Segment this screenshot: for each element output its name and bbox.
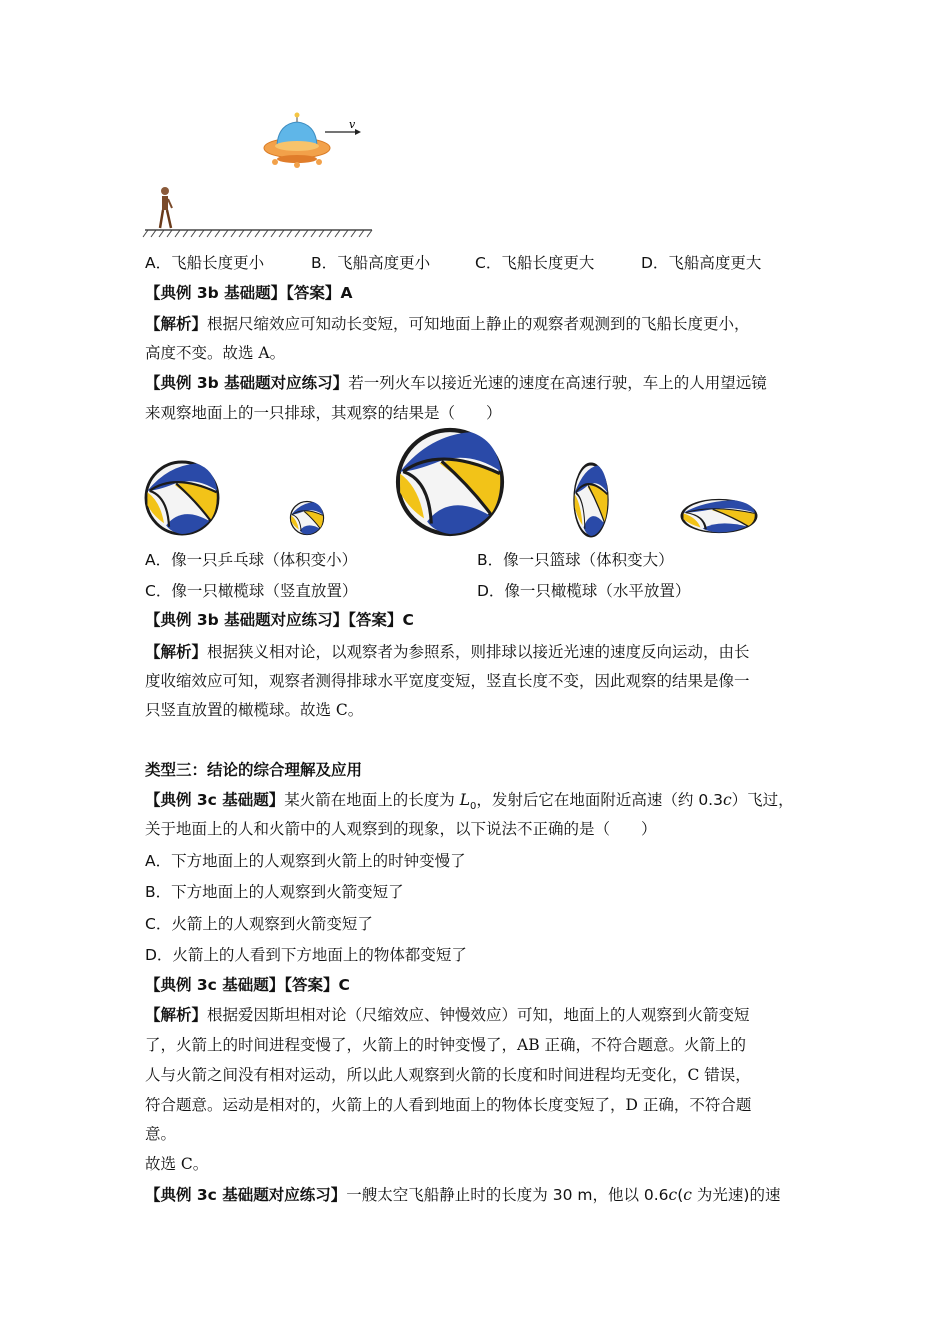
observer-person-icon	[160, 187, 172, 228]
spaceship-figure	[140, 110, 380, 240]
q1-option-c: C．飞船长度更大	[475, 254, 595, 272]
q3-analysis-line4: 符合题意。运动是相对的，火箭上的人看到地面上的物体长度变短了，D 正确，不符合题	[145, 1096, 752, 1114]
q2-option-b: B．像一只篮球（体积变大）	[477, 551, 674, 569]
q1-option-b: B．飞船高度更小	[311, 254, 431, 272]
q3-analysis-line3: 人与火箭之间没有相对运动，所以此人观察到火箭的长度和时间进程均无变化，C 错误，	[145, 1066, 751, 1084]
q3-option-a: A．下方地面上的人观察到火箭上的时钟变慢了	[145, 852, 466, 870]
q1-analysis-line1: 【解析】根据尺缩效应可知动长变短，可知地面上静止的观察者观测到的飞船长度更小，	[145, 315, 750, 333]
velocity-label: v	[349, 118, 356, 131]
q2-answer: 【典例 3b 基础题对应练习】【答案】C	[145, 611, 414, 629]
q1-answer: 【典例 3b 基础题】【答案】A	[145, 284, 353, 302]
q3-option-b: B．下方地面上的人观察到火箭变短了	[145, 883, 404, 901]
q1-analysis-line2: 高度不变。故选 A。	[145, 344, 286, 362]
q2-option-c: C．像一只橄榄球（竖直放置）	[145, 582, 358, 600]
q3-stem-line2: 关于地面上的人和火箭中的人观察到的现象，以下说法不正确的是（ ）	[145, 820, 657, 838]
q4-stem-line1: 【典例 3c 基础题对应练习】一艘太空飞船静止时的长度为 30 m，他以 0.6c(c 为光速)的速	[145, 1186, 781, 1204]
q3-stem-line1: 【典例 3c 基础题】某火箭在地面上的长度为 $L_0$，发射后它在地面附近高速（约 0.3c）飞过，	[145, 791, 794, 813]
q3-analysis-line6: 故选 C。	[145, 1155, 209, 1173]
q2-option-d: D．像一只橄榄球（水平放置）	[477, 582, 691, 600]
q3-option-c: C．火箭上的人观察到火箭变短了	[145, 915, 373, 933]
q3-answer: 【典例 3c 基础题】【答案】C	[145, 976, 350, 994]
volleyball-a-icon	[146, 462, 218, 534]
q2-stem-line1: 【典例 3b 基础题对应练习】若一列火车以接近光速的速度在高速行驶，车上的人用望远镜	[145, 374, 767, 392]
q3-analysis-line2: 了，火箭上的时间进程变慢了，火箭上的时钟变慢了，AB 正确，不符合题意。火箭上的	[145, 1036, 747, 1054]
q2-analysis-line1: 【解析】根据狭义相对论，以观察者为参照系，则排球以接近光速的速度反向运动，由长	[145, 643, 750, 661]
q3-option-d: D．火箭上的人看到下方地面上的物体都变短了	[145, 946, 467, 964]
q3-analysis-line1: 【解析】根据爱因斯坦相对论（尺缩效应、钟慢效应）可知，地面上的人观察到火箭变短	[145, 1006, 750, 1024]
q2-analysis-line3: 只竖直放置的橄榄球。故选 C。	[145, 701, 364, 719]
volleyball-d-icon	[574, 464, 608, 536]
q2-analysis-line2: 度收缩效应可知，观察者测得排球水平宽度变短，竖直长度不变，因此观察的结果是像一	[145, 672, 750, 690]
q1-option-d: D．飞船高度更大	[641, 254, 762, 272]
section-title: 类型三：结论的综合理解及应用	[145, 761, 363, 779]
volleyball-c-icon	[398, 430, 502, 534]
q1-option-a: A．飞船长度更小	[145, 254, 265, 272]
q2-stem-line2: 来观察地面上的一只排球，其观察的结果是（ ）	[145, 404, 502, 422]
q2-option-a: A．像一只乒乓球（体积变小）	[145, 551, 358, 569]
volleyball-b-icon	[291, 502, 324, 535]
ufo-icon	[264, 113, 330, 169]
volleyball-figure	[140, 430, 770, 540]
q3-analysis-line5: 意。	[145, 1125, 177, 1143]
volleyball-e-icon	[682, 500, 756, 533]
